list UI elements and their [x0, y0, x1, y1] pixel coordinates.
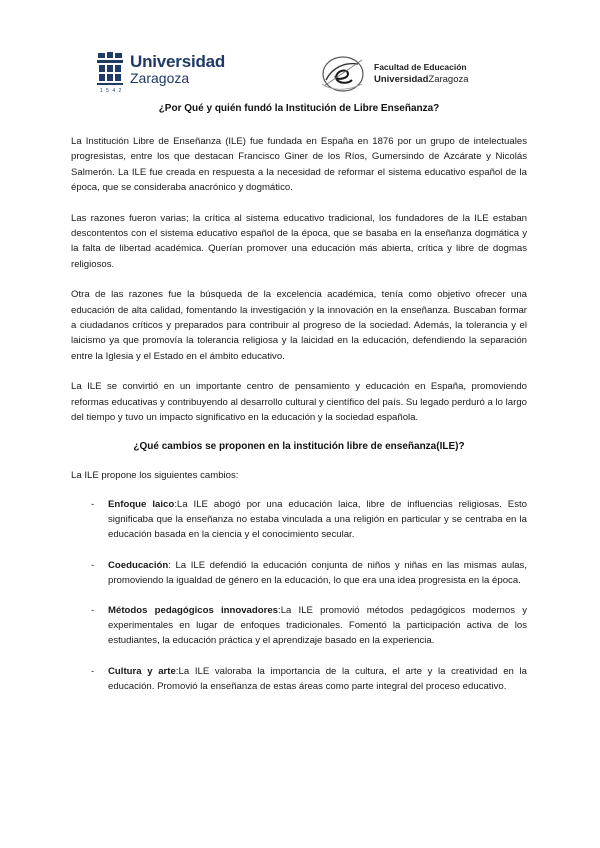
- section1-paragraph-2: Las razones fueron varias; la crítica al sistema educativo tradicional, los fundadores de la ILE estaban descontentos con el sistema educativo español de la época, que se basaba en la enseñanza dogmática y la falta de libertad académica. Querían promover una educación más abierta, crítica y libre de dogmas religiosos.: [71, 212, 527, 270]
- item-text: :La ILE abogó por una educación laica, libre de influencias religiosas. Esto significaba que la enseñanza no estaba vinculada a una religión en particular y se centraba en la educación basada en la ciencia y el conocimiento secular.: [108, 498, 527, 541]
- faculty-university-name: [374, 74, 469, 85]
- list-dash: -: [91, 498, 95, 510]
- section1-title: ¿Por Qué y quién fundó la Institución de Libre Enseñanza?: [158, 103, 440, 114]
- faculty-university-bold: Universidad: [374, 74, 429, 85]
- changes-list: [71, 497, 527, 694]
- list-item: [71, 497, 527, 543]
- document-body: [71, 102, 527, 709]
- item-term: Métodos pedagógicos innovadores: [108, 604, 279, 616]
- university-name: Universidad: [130, 52, 226, 71]
- list-dash: -: [91, 604, 95, 616]
- section1-paragraph-3: Otra de las razones fue la búsqueda de la excelencia académica, tenía como objetivo ofrecer una educación de alta calidad, fomentando la investigación y la innovación en la enseñanza. Buscaban formar a ciudadanos críticos y preparados para contribuir al progreso de la sociedad. Además, la tolerancia y el laicismo ya que promovía la tolerancia religiosa y la laicidad en la educación, defendiendo la separación entre la Iglesia y el Estado en el ámbito educativo.: [71, 289, 527, 362]
- section2-title: ¿Qué cambios se proponen en la institución libre de enseñanza(ILE)?: [133, 440, 465, 452]
- faculty-emblem-icon: [318, 50, 368, 96]
- section1-paragraph-4: La ILE se convirtió en un importante centro de pensamiento y educación en España, promoviendo reformas educativas y contribuyendo al desarrollo cultural y científico del país. Su legado perduró a lo largo del tiempo y tuvo un impacto significativo en la educación y la sociedad española.: [71, 381, 527, 424]
- item-term: Cultura y arte: [108, 665, 176, 677]
- item-text: :La ILE promovió métodos pedagógicos modernos y experimentales en lugar de enfoques tradicionales. Fomentó la participación activa de los estudiantes, la educación práctica y el aprendizaje basado en la experiencia.: [108, 604, 527, 647]
- item-term: Enfoque laico: [108, 498, 175, 510]
- section1-paragraph-1: La Institución Libre de Enseñanza (ILE) fue fundada en España en 1876 por un grupo de intelectuales progresistas, entre los que destacan Francisco Giner de los Ríos, Gumersindo de Azcárate y Nicolás Salmerón. La ILE fue creada en respuesta a la necesidad de reformar el sistema educativo español de la época, que se consideraba anacrónico y dogmático.: [71, 136, 527, 194]
- section2-intro: La ILE propone los siguientes cambios:: [71, 469, 239, 481]
- university-founding-year: 1 5 4 2: [100, 88, 123, 94]
- facultad-educacion-logo: [318, 50, 508, 96]
- universidad-zaragoza-logo: [96, 52, 236, 94]
- university-crest-icon: [96, 52, 124, 88]
- list-item: [71, 664, 527, 694]
- list-item: [71, 603, 527, 649]
- item-text: :La ILE valoraba la importancia de la cultura, el arte y la creatividad en la educación. Promovió la enseñanza de estas áreas como parte integral del proceso educativo.: [108, 665, 527, 692]
- list-dash: -: [91, 665, 95, 677]
- university-city: Zaragoza: [130, 70, 190, 86]
- list-item: [71, 558, 527, 588]
- list-dash: -: [91, 559, 95, 571]
- faculty-name: Facultad de Educación: [374, 62, 467, 72]
- item-term: Coeducación: [108, 559, 169, 571]
- item-text: : La ILE defendió la educación conjunta de niños y niñas en las mismas aulas, promoviendo la igualdad de género en la educación, lo que era una idea progresista en la época.: [108, 559, 527, 586]
- faculty-university-city: Zaragoza: [428, 74, 469, 85]
